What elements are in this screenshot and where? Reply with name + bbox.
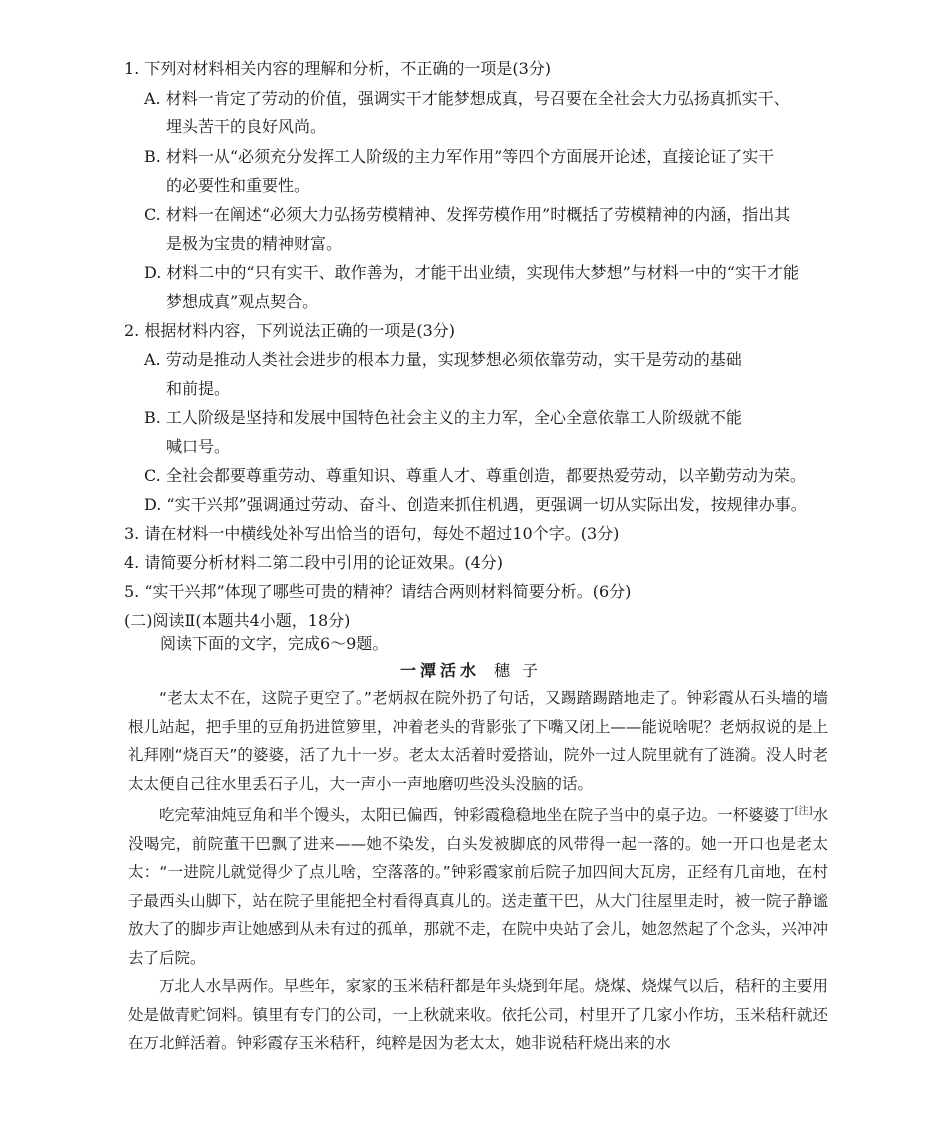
question-1-option-c: C. 材料一在阐述“必须大力弘扬劳模精神、发挥劳模作用”时概括了劳模精神的内涵，指出其: [144, 205, 791, 224]
story-title-line: [0, 658, 950, 681]
question-5: 5. “实干兴邦”体现了哪些可贵的精神？请结合两则材料简要分析。(6分): [124, 582, 632, 601]
question-4: 4. 请简要分析材料二第二段中引用的论证效果。(4分): [124, 553, 504, 572]
question-2-option-b-cont: 喊口号。: [166, 437, 231, 456]
story-title: 一潭活水: [399, 661, 480, 680]
question-1-option-d: D. 材料二中的“只有实干、敢作善为，才能干出业绩，实现伟大梦想”与材料一中的“实干才能: [144, 263, 799, 282]
section-instruction: 阅读下面的文字，完成6～9题。: [160, 634, 389, 653]
question-1-option-a-cont: 埋头苦干的良好风尚。: [166, 117, 327, 136]
story-author: 穗子: [494, 661, 551, 680]
question-2-option-a: A. 劳动是推动人类社会进步的根本力量，实现梦想必须依靠劳动，实干是劳动的基础: [144, 350, 742, 369]
story-passage: [128, 684, 828, 1058]
question-1-option-b-cont: 的必要性和重要性。: [166, 176, 311, 195]
story-paragraph-2-part-1: 吃完荤油炖豆角和半个馒头，太阳已偏西，钟彩霞稳稳地坐在院子当中的桌子边。一杯婆婆丁: [159, 806, 795, 825]
question-1-option-a: A. 材料一肯定了劳动的价值，强调实干才能梦想成真，号召要在全社会大力弘扬真抓实干、: [144, 89, 790, 108]
question-2-option-a-cont: 和前提。: [166, 379, 231, 398]
question-1-stem: 1. 下列对材料相关内容的理解和分析，不正确的一项是(3分): [124, 59, 552, 78]
question-2-stem: 2. 根据材料内容，下列说法正确的一项是(3分): [124, 321, 456, 340]
question-2-option-d: D. “实干兴邦”强调通过劳动、奋斗、创造来抓住机遇，更强调一切从实际出发，按规律办事。: [144, 495, 807, 514]
story-paragraph-2-part-2: 水没喝完，前院董干巴飘了进来——她不染发，白头发被脚底的风带得一起一落的。她一开口也是老太太：“一进院儿就觉得少了点儿啥，空落落的。”钟彩霞家前后院子加四间大瓦房，正经有几亩地，在村子最西头山脚下，站在院子里能把全村看得真真儿的。送走董干巴，从大门往屋里走时，被一院子静谧放大了的脚步声让她感到从未有过的孤单，那就不走，在院中央站了会儿，她忽然起了个念头，兴冲冲去了后院。: [128, 806, 828, 967]
section-heading: (二)阅读Ⅱ(本题共4小题，18分): [124, 611, 351, 630]
story-paragraph-1: “老太太不在，这院子更空了。”老炳叔在院外扔了句话，又踢踏踢踏地走了。钟彩霞从石头墙的墙根儿站起，把手里的豆角扔进笸箩里，冲着老头的背影张了下嘴又闭上——能说啥呢？老炳叔说的是上礼拜刚“烧百天”的婆婆，活了九十一岁。老太太活着时爱搭讪，院外一过人院里就有了涟漪。没人时老太太便自己往水里丢石子儿，大一声小一声地磨叨些没头没脑的话。: [128, 689, 828, 793]
question-3: 3. 请在材料一中横线处补写出恰当的语句，每处不超过10个字。(3分): [124, 524, 620, 543]
footnote-marker: [注]: [794, 806, 813, 817]
question-1-option-b: B. 材料一从“必须充分发挥工人阶级的主力军作用”等四个方面展开论述，直接论证了实干: [144, 147, 775, 166]
question-1-option-d-cont: 梦想成真”观点契合。: [166, 292, 319, 311]
story-paragraph-3: 万北人水旱两作。早些年，家家的玉米秸秆都是年头烧到年尾。烧煤、烧煤气以后，秸秆的主要用处是做青贮饲料。镇里有专门的公司，一上秋就来收。依托公司，村里开了几家小作坊，玉米秸秆就还在万北鲜活着。钟彩霞存玉米秸秆，纯粹是因为老太太，她非说秸秆烧出来的水: [128, 977, 828, 1053]
question-2-option-b: B. 工人阶级是坚持和发展中国特色社会主义的主力军，全心全意依靠工人阶级就不能: [144, 408, 742, 427]
question-2-option-c: C. 全社会都要尊重劳动、尊重知识、尊重人才、尊重创造，都要热爱劳动，以辛勤劳动为荣。: [144, 466, 806, 485]
question-1-option-c-cont: 是极为宝贵的精神财富。: [166, 234, 343, 253]
story-paragraph-2: [128, 798, 828, 972]
